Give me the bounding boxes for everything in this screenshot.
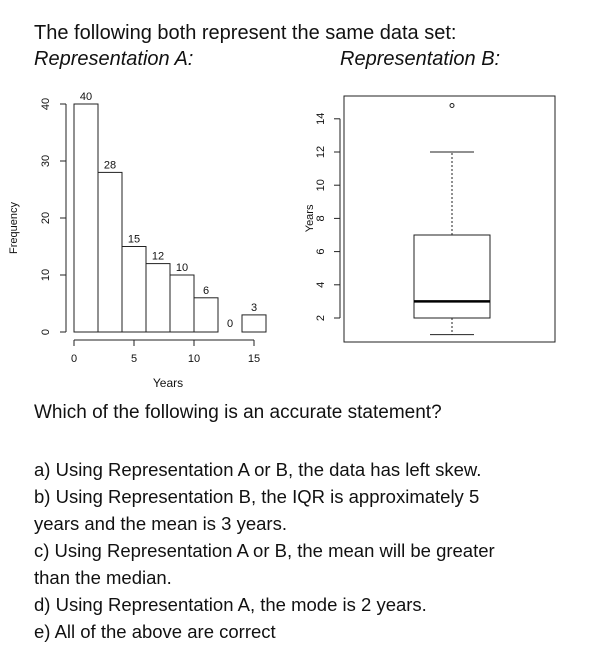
histogram-bar <box>146 264 170 332</box>
histogram-bar <box>122 247 146 333</box>
y-axis-title: Frequency <box>8 202 20 254</box>
question-text: Which of the following is an accurate statement? <box>34 402 442 423</box>
x-tick-label: 10 <box>187 353 201 365</box>
y-tick-label: 0 <box>40 328 52 336</box>
option-e[interactable]: e) All of the above are correct <box>34 621 276 642</box>
y-tick-label: 10 <box>315 179 327 192</box>
histogram-bar <box>194 298 218 332</box>
y-tick-label: 12 <box>315 145 327 159</box>
histogram-bar <box>170 275 194 332</box>
histogram-bar <box>74 104 98 332</box>
option-b-continued[interactable]: years and the mean is 3 years. <box>34 513 287 534</box>
option-d[interactable]: d) Using Representation A, the mode is 2 years. <box>34 594 427 615</box>
iqr-box <box>414 235 490 318</box>
y-tick-label: 30 <box>40 154 52 168</box>
y-tick-label: 10 <box>40 268 52 282</box>
y-tick-label: 6 <box>315 248 327 255</box>
y-axis-title: Years <box>304 204 316 233</box>
outlier-point <box>450 104 454 108</box>
y-tick-label: 8 <box>315 215 327 222</box>
option-a[interactable]: a) Using Representation A or B, the data has left skew. <box>34 459 482 480</box>
x-tick-label: 0 <box>70 353 78 365</box>
x-tick-label: 15 <box>247 353 261 365</box>
bar-data-label: 10 <box>175 262 189 274</box>
option-c-continued[interactable]: than the median. <box>34 567 172 588</box>
y-tick-label: 20 <box>40 211 52 225</box>
bar-data-label: 40 <box>79 91 93 103</box>
y-tick-label: 14 <box>315 112 327 125</box>
bar-data-label: 12 <box>151 250 165 263</box>
representation-b-label: Representation B: <box>340 48 501 70</box>
histogram-bar <box>98 172 122 332</box>
option-c[interactable]: c) Using Representation A or B, the mean will be greater <box>34 540 495 561</box>
y-tick-label: 4 <box>315 281 327 288</box>
y-tick-label: 2 <box>315 314 327 322</box>
histogram-bar <box>242 315 266 332</box>
x-tick-label: 5 <box>130 353 138 365</box>
option-b[interactable]: b) Using Representation B, the IQR is approximately 5 <box>34 486 480 507</box>
bar-data-label: 15 <box>127 233 141 246</box>
answer-options <box>34 456 495 645</box>
bar-data-label: 0 <box>226 318 234 330</box>
representation-a-label: Representation A: <box>34 48 194 70</box>
histogram-chart <box>8 91 266 390</box>
y-tick-label: 40 <box>40 97 52 111</box>
x-axis-title: Years <box>152 376 184 390</box>
bar-data-label: 3 <box>250 301 258 314</box>
boxplot-chart <box>304 96 555 342</box>
bar-data-label: 28 <box>103 159 117 172</box>
intro-text: The following both represent the same data set: <box>34 22 457 44</box>
bar-data-label: 6 <box>202 284 210 297</box>
